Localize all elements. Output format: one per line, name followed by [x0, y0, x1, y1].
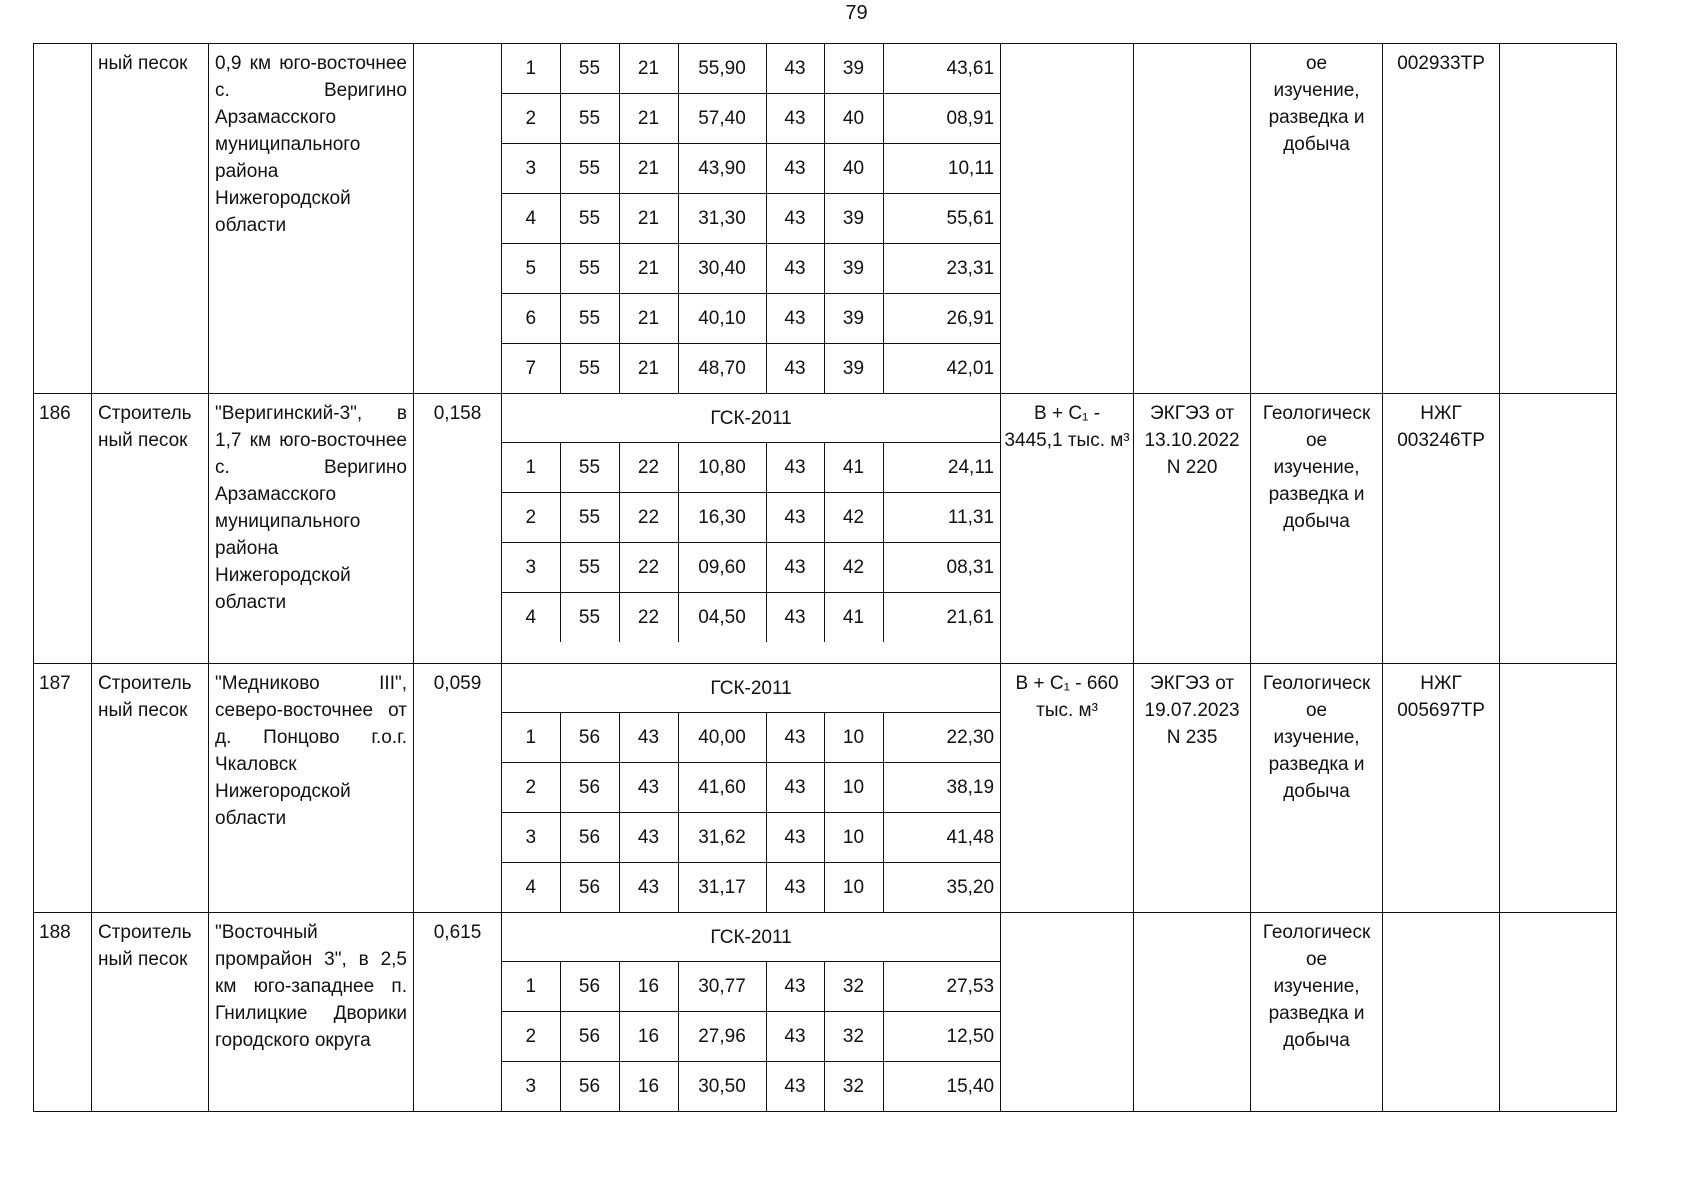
- lat-deg: 55: [560, 344, 619, 394]
- deposit-location: 0,9 км юго-восточнее с. Веригино Арзамасского муниципального района Нижегородской области: [209, 44, 414, 394]
- lat-min: 21: [619, 44, 678, 94]
- lat-min: 21: [619, 194, 678, 244]
- coordinate-row: [502, 763, 1000, 813]
- lon-sec: 42,01: [883, 344, 1000, 394]
- lat-min: 22: [619, 543, 678, 593]
- lon-min: 39: [824, 44, 883, 94]
- lon-sec: 35,20: [883, 863, 1000, 913]
- mineral-type: ный песок: [92, 44, 209, 394]
- area-value: 0,158: [414, 394, 502, 664]
- lat-min: 16: [619, 1062, 678, 1112]
- lon-sec: 23,31: [883, 244, 1000, 294]
- lat-deg: 56: [560, 713, 619, 763]
- lat-min: 22: [619, 593, 678, 643]
- usage-purpose: Геологическ ое изучение, разведка и добыча: [1251, 394, 1383, 664]
- point-number: 4: [502, 863, 560, 913]
- lon-min: 10: [824, 813, 883, 863]
- point-number: 7: [502, 344, 560, 394]
- lon-min: 32: [824, 962, 883, 1012]
- lon-min: 39: [824, 244, 883, 294]
- lat-min: 22: [619, 493, 678, 543]
- lon-deg: 43: [766, 294, 824, 344]
- reserves-value: В + С₁ - 3445,1 тыс. м³: [1001, 394, 1134, 664]
- lat-min: 21: [619, 144, 678, 194]
- license-number: НЖГ 003246ТР: [1383, 394, 1500, 664]
- lon-min: 32: [824, 1012, 883, 1062]
- note-cell: [1500, 44, 1617, 394]
- lat-sec: 30,77: [678, 962, 766, 1012]
- lon-deg: 43: [766, 443, 824, 493]
- license-number: [1383, 913, 1500, 1112]
- lat-sec: 40,00: [678, 713, 766, 763]
- point-number: 2: [502, 763, 560, 813]
- lon-deg: 43: [766, 94, 824, 144]
- lon-min: 10: [824, 713, 883, 763]
- lon-sec: 43,61: [883, 44, 1000, 94]
- deposits-table: [33, 43, 1617, 1112]
- point-number: 4: [502, 593, 560, 643]
- note-cell: [1500, 913, 1617, 1112]
- coordinate-system: ГСК-2011: [502, 664, 1000, 713]
- protocol-info: [1134, 913, 1251, 1112]
- lon-sec: 15,40: [883, 1062, 1000, 1112]
- coordinate-row: [502, 1012, 1000, 1062]
- lat-min: 16: [619, 962, 678, 1012]
- protocol-info: [1134, 44, 1251, 394]
- lon-deg: 43: [766, 194, 824, 244]
- coordinate-row: [502, 294, 1000, 344]
- lat-deg: 56: [560, 962, 619, 1012]
- lat-deg: 56: [560, 863, 619, 913]
- coordinates-table: [502, 913, 1000, 1111]
- coordinate-row: [502, 443, 1000, 493]
- coordinate-row: [502, 194, 1000, 244]
- lat-deg: 55: [560, 194, 619, 244]
- coordinates-cell: [502, 394, 1001, 664]
- lat-deg: 56: [560, 763, 619, 813]
- lat-sec: 43,90: [678, 144, 766, 194]
- table-row: [34, 664, 1617, 913]
- lon-sec: 38,19: [883, 763, 1000, 813]
- area-value: 0,615: [414, 913, 502, 1112]
- point-number: 2: [502, 493, 560, 543]
- lat-sec: 16,30: [678, 493, 766, 543]
- usage-purpose: ое изучение, разведка и добыча: [1251, 44, 1383, 394]
- coordinates-table: [502, 664, 1000, 912]
- lon-deg: 43: [766, 344, 824, 394]
- lat-sec: 27,96: [678, 1012, 766, 1062]
- note-cell: [1500, 394, 1617, 664]
- table-row: [34, 394, 1617, 664]
- mineral-type: Строитель ный песок: [92, 913, 209, 1112]
- lon-min: 32: [824, 1062, 883, 1112]
- table-row: [34, 913, 1617, 1112]
- reserves-value: [1001, 913, 1134, 1112]
- lon-sec: 08,91: [883, 94, 1000, 144]
- lat-sec: 55,90: [678, 44, 766, 94]
- lat-deg: 55: [560, 493, 619, 543]
- lon-deg: 43: [766, 813, 824, 863]
- coordinates-cell: [502, 664, 1001, 913]
- lon-sec: 12,50: [883, 1012, 1000, 1062]
- lon-deg: 43: [766, 1012, 824, 1062]
- lon-sec: 11,31: [883, 493, 1000, 543]
- usage-purpose: Геологическ ое изучение, разведка и добыча: [1251, 913, 1383, 1112]
- lat-min: 21: [619, 294, 678, 344]
- coordinate-row: [502, 44, 1000, 94]
- point-number: 1: [502, 443, 560, 493]
- lon-min: 39: [824, 344, 883, 394]
- lon-min: 42: [824, 493, 883, 543]
- lat-min: 43: [619, 763, 678, 813]
- deposit-location: "Восточный промрайон 3", в 2,5 км юго-западнее п. Гнилицкие Дворики городского округа: [209, 913, 414, 1112]
- point-number: 3: [502, 543, 560, 593]
- lon-sec: 24,11: [883, 443, 1000, 493]
- lat-min: 22: [619, 443, 678, 493]
- lat-sec: 31,62: [678, 813, 766, 863]
- coordinate-row: [502, 94, 1000, 144]
- lon-sec: 08,31: [883, 543, 1000, 593]
- row-number: 186: [34, 394, 92, 664]
- lat-sec: 41,60: [678, 763, 766, 813]
- point-number: 4: [502, 194, 560, 244]
- lon-min: 42: [824, 543, 883, 593]
- coordinate-row: [502, 593, 1000, 643]
- deposit-location: "Медниково III", северо-восточнее от д. Понцово г.о.г. Чкаловск Нижегородской области: [209, 664, 414, 913]
- point-number: 6: [502, 294, 560, 344]
- lat-deg: 55: [560, 144, 619, 194]
- point-number: 2: [502, 1012, 560, 1062]
- lat-deg: 55: [560, 443, 619, 493]
- reserves-value: В + С₁ - 660 тыс. м³: [1001, 664, 1134, 913]
- lat-sec: 30,40: [678, 244, 766, 294]
- lon-deg: 43: [766, 593, 824, 643]
- lat-deg: 56: [560, 813, 619, 863]
- point-number: 3: [502, 813, 560, 863]
- lon-min: 39: [824, 294, 883, 344]
- coordinate-row: [502, 962, 1000, 1012]
- lat-deg: 55: [560, 244, 619, 294]
- point-number: 2: [502, 94, 560, 144]
- lat-deg: 55: [560, 94, 619, 144]
- lat-min: 21: [619, 94, 678, 144]
- coordinate-system: ГСК-2011: [502, 913, 1000, 962]
- protocol-info: ЭКГЭЗ от 19.07.2023 N 235: [1134, 664, 1251, 913]
- lat-min: 43: [619, 713, 678, 763]
- lat-min: 21: [619, 344, 678, 394]
- lon-sec: 26,91: [883, 294, 1000, 344]
- point-number: 1: [502, 44, 560, 94]
- coordinate-row: [502, 244, 1000, 294]
- lat-sec: 48,70: [678, 344, 766, 394]
- lon-deg: 43: [766, 1062, 824, 1112]
- coordinate-row: [502, 713, 1000, 763]
- lat-sec: 30,50: [678, 1062, 766, 1112]
- point-number: 1: [502, 962, 560, 1012]
- lat-deg: 55: [560, 593, 619, 643]
- license-number: НЖГ 005697ТР: [1383, 664, 1500, 913]
- lat-min: 43: [619, 863, 678, 913]
- deposit-location: "Веригинский-3", в 1,7 км юго-восточнее с. Веригино Арзамасского муниципального района Нижегородской области: [209, 394, 414, 664]
- lat-min: 21: [619, 244, 678, 294]
- lon-sec: 10,11: [883, 144, 1000, 194]
- coordinate-row: [502, 863, 1000, 913]
- lat-sec: 31,17: [678, 863, 766, 913]
- lat-deg: 56: [560, 1062, 619, 1112]
- point-number: 1: [502, 713, 560, 763]
- coordinates-table: [502, 394, 1000, 642]
- coordinate-row: [502, 543, 1000, 593]
- lat-sec: 40,10: [678, 294, 766, 344]
- lon-min: 10: [824, 763, 883, 813]
- row-number: [34, 44, 92, 394]
- point-number: 5: [502, 244, 560, 294]
- point-number: 3: [502, 1062, 560, 1112]
- reserves-value: [1001, 44, 1134, 394]
- coordinate-row: [502, 344, 1000, 394]
- lon-deg: 43: [766, 713, 824, 763]
- lat-deg: 56: [560, 1012, 619, 1062]
- lon-deg: 43: [766, 962, 824, 1012]
- coordinate-row: [502, 1062, 1000, 1112]
- lon-min: 39: [824, 194, 883, 244]
- table-row: [34, 44, 1617, 394]
- lon-deg: 43: [766, 244, 824, 294]
- lat-sec: 31,30: [678, 194, 766, 244]
- lon-deg: 43: [766, 763, 824, 813]
- protocol-info: ЭКГЭЗ от 13.10.2022 N 220: [1134, 394, 1251, 664]
- coordinate-row: [502, 493, 1000, 543]
- lat-min: 43: [619, 813, 678, 863]
- lon-sec: 27,53: [883, 962, 1000, 1012]
- row-number: 188: [34, 913, 92, 1112]
- lon-min: 40: [824, 144, 883, 194]
- page-number: 79: [845, 2, 868, 24]
- lon-sec: 41,48: [883, 813, 1000, 863]
- lat-deg: 55: [560, 44, 619, 94]
- lat-sec: 04,50: [678, 593, 766, 643]
- coordinates-cell: [502, 44, 1001, 394]
- license-number: 002933ТР: [1383, 44, 1500, 394]
- coordinate-row: [502, 813, 1000, 863]
- lon-deg: 43: [766, 543, 824, 593]
- lon-min: 10: [824, 863, 883, 913]
- coordinate-row: [502, 144, 1000, 194]
- area-value: [414, 44, 502, 394]
- lat-sec: 10,80: [678, 443, 766, 493]
- lon-deg: 43: [766, 44, 824, 94]
- lat-min: 16: [619, 1012, 678, 1062]
- usage-purpose: Геологическ ое изучение, разведка и добыча: [1251, 664, 1383, 913]
- mineral-type: Строитель ный песок: [92, 394, 209, 664]
- lon-min: 40: [824, 94, 883, 144]
- note-cell: [1500, 664, 1617, 913]
- lat-deg: 55: [560, 543, 619, 593]
- lat-deg: 55: [560, 294, 619, 344]
- lon-deg: 43: [766, 863, 824, 913]
- lat-sec: 57,40: [678, 94, 766, 144]
- point-number: 3: [502, 144, 560, 194]
- coordinate-system: ГСК-2011: [502, 394, 1000, 443]
- area-value: 0,059: [414, 664, 502, 913]
- coordinates-table: [502, 44, 1000, 393]
- lon-sec: 55,61: [883, 194, 1000, 244]
- row-number: 187: [34, 664, 92, 913]
- lon-sec: 22,30: [883, 713, 1000, 763]
- lon-sec: 21,61: [883, 593, 1000, 643]
- mineral-type: Строитель ный песок: [92, 664, 209, 913]
- lon-min: 41: [824, 593, 883, 643]
- lon-deg: 43: [766, 144, 824, 194]
- coordinates-cell: [502, 913, 1001, 1112]
- lon-min: 41: [824, 443, 883, 493]
- lon-deg: 43: [766, 493, 824, 543]
- lat-sec: 09,60: [678, 543, 766, 593]
